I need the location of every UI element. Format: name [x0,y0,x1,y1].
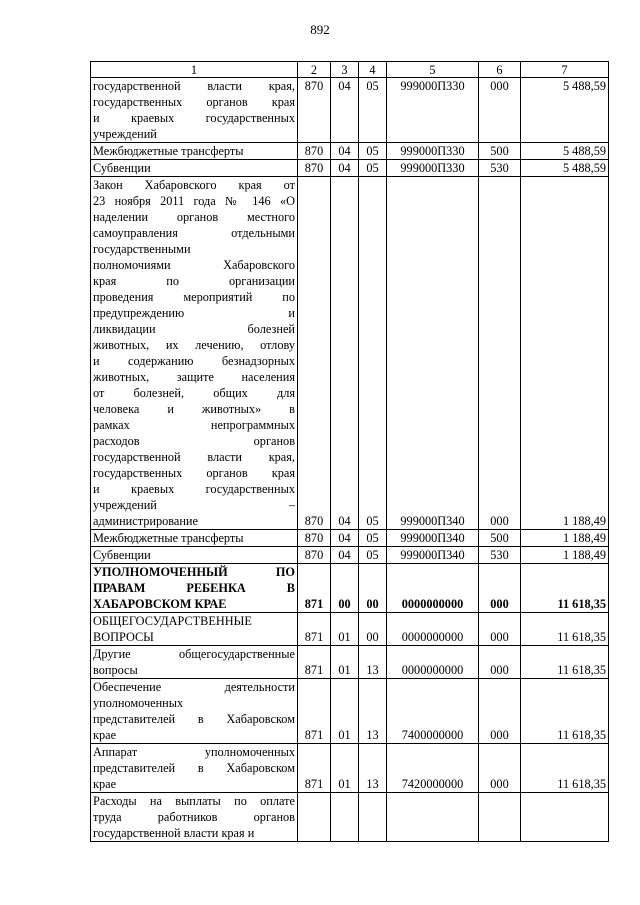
description-line: Обеспечение деятельности [93,680,295,694]
column-header: 1 [91,62,298,78]
description-line: самоуправления отдельными [93,226,295,240]
target-article-cell: 999000П340 [387,177,479,530]
subsection-code-cell: 13 [359,679,387,744]
admin-code-cell: 871 [298,679,331,744]
row-description [91,564,298,613]
subsection-code-cell: 05 [359,160,387,177]
amount-cell: 5 488,59 [521,78,609,143]
amount-cell: 1 188,49 [521,547,609,564]
row-description [91,177,298,530]
description-line: крае [93,777,117,791]
target-article-cell: 0000000000 [387,646,479,679]
admin-code-cell: 870 [298,78,331,143]
admin-code-cell: 870 [298,160,331,177]
description-line: животных, их лечению, отлову [93,338,295,352]
description-line: ОБЩЕГОСУДАРСТВЕННЫЕ [93,614,252,628]
description-line: государственных органов края [93,466,295,480]
target-article-cell: 0000000000 [387,564,479,613]
table-row [91,160,609,177]
description-line: полномочиями Хабаровского [93,258,295,272]
description-line: Субвенции [93,548,151,562]
description-line: Межбюджетные трансферты [93,531,244,545]
subsection-code-cell: 00 [359,613,387,646]
description-line: ХАБАРОВСКОМ КРАЕ [93,597,227,611]
description-line: государственной власти края, [93,450,295,464]
description-line: человека и животных» в [93,402,295,416]
expense-type-cell: 500 [479,143,521,160]
column-header: 5 [387,62,479,78]
row-description [91,160,298,177]
column-header: 6 [479,62,521,78]
expense-type-cell: 000 [479,78,521,143]
table-row [91,530,609,547]
description-line: края по организации [93,274,295,288]
description-line: представителей в Хабаровском [93,761,295,775]
description-line: уполномоченных [93,696,184,710]
description-line: труда работников органов [93,810,295,824]
subsection-code-cell: 00 [359,564,387,613]
target-article-cell [387,793,479,842]
subsection-code-cell: 05 [359,547,387,564]
subsection-code-cell: 05 [359,530,387,547]
description-line: от болезней, общих для [93,386,295,400]
expense-type-cell: 530 [479,547,521,564]
description-line: вопросы [93,663,138,677]
subsection-code-cell: 05 [359,78,387,143]
subsection-code-cell: 13 [359,744,387,793]
admin-code-cell: 871 [298,646,331,679]
budget-table [90,61,609,842]
expense-type-cell [479,793,521,842]
amount-cell: 1 188,49 [521,177,609,530]
section-code-cell: 00 [331,564,359,613]
expense-type-cell: 000 [479,679,521,744]
column-header: 2 [298,62,331,78]
admin-code-cell: 870 [298,530,331,547]
section-code-cell: 01 [331,613,359,646]
description-line: Другие общегосударственные [93,647,295,661]
admin-code-cell: 871 [298,564,331,613]
description-line: предупреждению и [93,306,295,320]
table-row [91,646,609,679]
subsection-code-cell: 13 [359,646,387,679]
expense-type-cell: 000 [479,646,521,679]
description-line: государственных органов края [93,95,295,109]
description-line: Расходы на выплаты по оплате [93,794,295,808]
table-row [91,679,609,744]
table-row [91,177,609,530]
description-line: государственной власти края и [93,826,255,840]
admin-code-cell: 871 [298,613,331,646]
row-description [91,613,298,646]
admin-code-cell [298,793,331,842]
subsection-code-cell: 05 [359,177,387,530]
subsection-code-cell [359,793,387,842]
table-row [91,744,609,793]
description-line: государственными [93,242,191,256]
row-description [91,143,298,160]
expense-type-cell: 000 [479,744,521,793]
description-line: государственной власти края, [93,79,295,93]
amount-cell: 11 618,35 [521,646,609,679]
subsection-code-cell: 05 [359,143,387,160]
section-code-cell: 01 [331,646,359,679]
table-row [91,547,609,564]
target-article-cell: 999000П330 [387,143,479,160]
expense-type-cell: 530 [479,160,521,177]
table-row [91,564,609,613]
description-line: 23 ноября 2011 года № 146 «О [93,194,295,208]
section-code-cell: 04 [331,78,359,143]
target-article-cell: 999000П340 [387,547,479,564]
table-row [91,613,609,646]
section-code-cell: 04 [331,177,359,530]
description-line: Аппарат уполномоченных [93,745,295,759]
amount-cell: 1 188,49 [521,530,609,547]
row-description [91,793,298,842]
expense-type-cell: 500 [479,530,521,547]
row-description [91,646,298,679]
table-row [91,143,609,160]
row-description [91,530,298,547]
target-article-cell: 999000П330 [387,78,479,143]
target-article-cell: 7420000000 [387,744,479,793]
description-line: ликвидации болезней [93,322,295,336]
column-header: 7 [521,62,609,78]
section-code-cell: 01 [331,744,359,793]
row-description [91,744,298,793]
target-article-cell: 999000П330 [387,160,479,177]
section-code-cell: 04 [331,547,359,564]
description-line: УПОЛНОМОЧЕННЫЙ ПО [93,565,295,579]
admin-code-cell: 870 [298,547,331,564]
page-number: 892 [310,22,330,37]
row-description [91,78,298,143]
amount-cell: 5 488,59 [521,143,609,160]
description-line: наделении органов местного [93,210,295,224]
description-line: представителей в Хабаровском [93,712,295,726]
section-code-cell: 04 [331,160,359,177]
section-code-cell: 04 [331,143,359,160]
column-header: 4 [359,62,387,78]
description-line: животных, защите населения [93,370,295,384]
admin-code-cell: 870 [298,143,331,160]
section-code-cell: 04 [331,530,359,547]
table-row [91,793,609,842]
table-row [91,78,609,143]
description-line: учреждений [93,127,157,141]
description-line: Закон Хабаровского края от [93,178,295,192]
description-line: и краевых государственных [93,111,295,125]
description-line: ПРАВАМ РЕБЕНКА В [93,581,295,595]
description-line: ВОПРОСЫ [93,630,154,644]
target-article-cell: 0000000000 [387,613,479,646]
amount-cell: 11 618,35 [521,679,609,744]
row-description [91,547,298,564]
description-line: проведения мероприятий по [93,290,295,304]
description-line: крае [93,728,117,742]
description-line: Субвенции [93,161,151,175]
section-code-cell [331,793,359,842]
admin-code-cell: 871 [298,744,331,793]
description-line: расходов органов [93,434,295,448]
description-line: и краевых государственных [93,482,295,496]
row-description [91,679,298,744]
description-line: и содержанию безнадзорных [93,354,295,368]
amount-cell [521,793,609,842]
target-article-cell: 999000П340 [387,530,479,547]
description-line: учреждений – [93,498,295,512]
table-header-row [91,62,609,78]
expense-type-cell: 000 [479,564,521,613]
description-line: рамках непрограммных [93,418,295,432]
section-code-cell: 01 [331,679,359,744]
amount-cell: 11 618,35 [521,744,609,793]
admin-code-cell: 870 [298,177,331,530]
target-article-cell: 7400000000 [387,679,479,744]
expense-type-cell: 000 [479,613,521,646]
expense-type-cell: 000 [479,177,521,530]
amount-cell: 11 618,35 [521,613,609,646]
amount-cell: 11 618,35 [521,564,609,613]
amount-cell: 5 488,59 [521,160,609,177]
description-line: Межбюджетные трансферты [93,144,244,158]
column-header: 3 [331,62,359,78]
description-line: администрирование [93,514,198,528]
